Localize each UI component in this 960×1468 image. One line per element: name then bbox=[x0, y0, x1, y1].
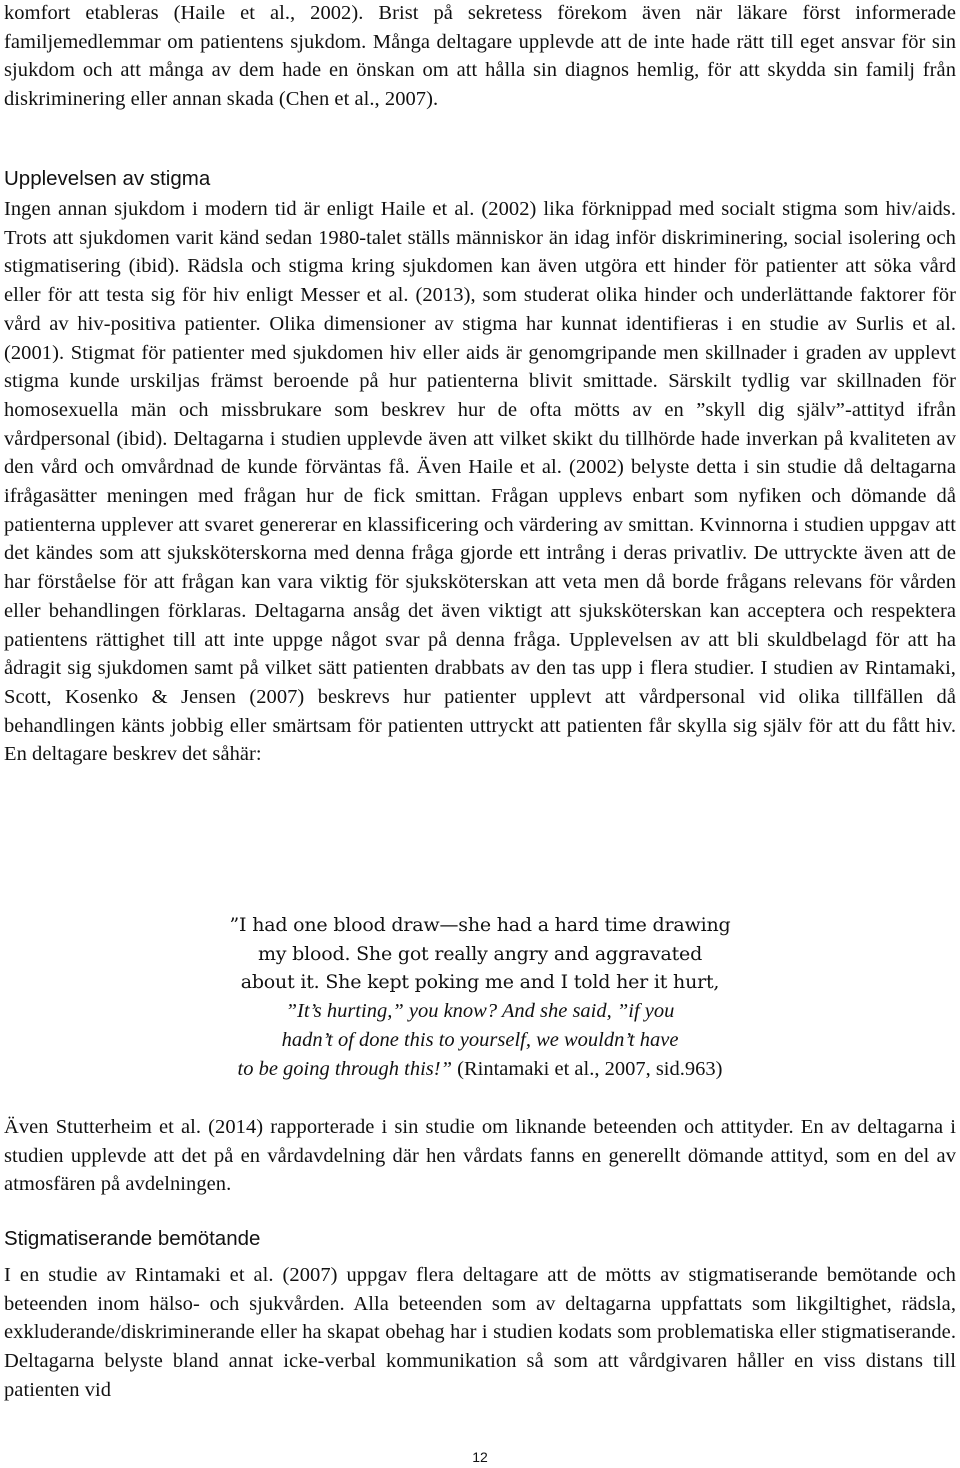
intro-paragraph: komfort etableras (Haile et al., 2002). Brist på sekretess förekom även när läkare först informerade familjemedlemmar om patientens sjukdom. Många deltagare upplevde att de inte hade rätt till eget ansvar för sin sjukdom och att många av dem hade en önskan om att hålla sin diagnos hemlig, för att skydda sin familj från diskriminering eller annan skada (Chen et al., 2007). bbox=[4, 2, 956, 111]
block-quote bbox=[0, 911, 960, 1083]
quote-line: ”I had one blood draw—she had a hard time drawing bbox=[229, 914, 731, 936]
quote-line-with-reference bbox=[0, 1055, 960, 1084]
after-quote-paragraph: Även Stutterheim et al. (2014) rapporterade i sin studie om liknande beteenden och attityder. En av deltagarna i studien upplevde att det på en vårdavdelning där hen vårdats fanns en generellt dömande attityd, som en del av atmosfären på avdelningen. bbox=[4, 1116, 956, 1196]
quote-citation: (Rintamaki et al., 2007, sid.963) bbox=[452, 1057, 723, 1080]
quote-line: my blood. She got really angry and aggravated bbox=[257, 942, 703, 965]
quote-line: ”It’s hurting,” you know? And she said, ”if you bbox=[285, 1000, 675, 1023]
quote-line: hadn’t of done this to yourself, we wouldn’t have bbox=[281, 1028, 679, 1051]
bemotande-paragraph: I en studie av Rintamaki et al. (2007) uppgav flera deltagare att de mötts av stigmatiserande bemötande och beteenden inom hälso- och sjukvården. Alla beteenden som av deltagarna uppfattats som likgiltighet, rädsla, exkluderande/diskriminerande eller ha skapat obehag har i studien kodats som problematiska eller stigmatiserande. Deltagarna belyste bland annat icke-verbal kommunikation så som att vårdgivaren håller en viss distans till patienten vid bbox=[4, 1264, 956, 1401]
quote-text: to be going through this!” bbox=[237, 1057, 453, 1080]
section-heading-stigmatiserande-bemotande: Stigmatiserande bemötande bbox=[4, 1227, 261, 1250]
quote-line: about it. She kept poking me and I told her it hurt, bbox=[240, 971, 720, 994]
stigma-paragraph: Ingen annan sjukdom i modern tid är enligt Haile et al. (2002) lika förknippad med socialt stigma som hiv/aids. Trots att sjukdomen varit känd sedan 1980-talet ställs människor än idag inför diskriminering, social isolering och stigmatisering (ibid). Rädsla och stigma kring sjukdomen kan även utgöra ett hinder för patienter att söka vård eller för att testa sig för hiv enligt Messer et al. (2013), som studerat olika hinder och underlättande faktorer för vård av hiv-positiva patienter. Olika dimensioner av stigma har kunnat identifieras i en studie av Surlis et al. (2001). Stigmat för patienter med sjukdomen hiv eller aids är genomgripande men skillnader i graden av upplevt stigma kunde urskiljas främst beroende på hur patienterna blivit smittade. Särskilt tydlig var skillnaden för homosexuella män och missbrukare som beskrev hur de ofta mötts av en ”skyll dig själv”-attityd ifrån vårdpersonal (ibid). Deltagarna i studien upplevde även att vilket skikt du tillhörde hade inverkan på kvaliteten av den vård och omvårdnad de kunde förväntas få. Även Haile et al. (2002) belyste detta i sin studie då deltagarna ifrågasätter meningen med frågan hur de fick smittan. Frågan upplevs enbart som nyfiken och dömande då patienterna upplever att svaret genererar en klassificering och värdering av smittan. Kvinnorna i studien uppgav att det kändes som att sjuksköterskorna med denna fråga gjorde ett intrång i deras privatliv. De uttryckte även att de har förståelse för att frågan kan vara viktig för sjuksköterskan att veta men då borde frågans relevans för vården eller behandlingen förklaras. Deltagarna ansåg det även viktigt att sjuksköterskan kan acceptera och respektera patientens rättighet till att inte uppge något svar på denna fråga. Upplevelsen av att bli skuldbelagd för att ha ådragit sig sjukdomen samt på vilket sätt patienten drabbats av den tas upp i flera studier. I studien av Rintamaki, Scott, Kosenko & Jensen (2007) beskrevs hur patienter upplevt att vårdpersonal vid olika tillfällen då behandlingen känts jobbig eller smärtsam för patienten uttryckt att patienten får skylla sig själv för att du fått hiv. En deltagare beskrev det såhär: bbox=[4, 198, 956, 766]
page-number: 12 bbox=[472, 1449, 488, 1465]
section-heading-upplevelsen-av-stigma: Upplevelsen av stigma bbox=[4, 167, 211, 190]
